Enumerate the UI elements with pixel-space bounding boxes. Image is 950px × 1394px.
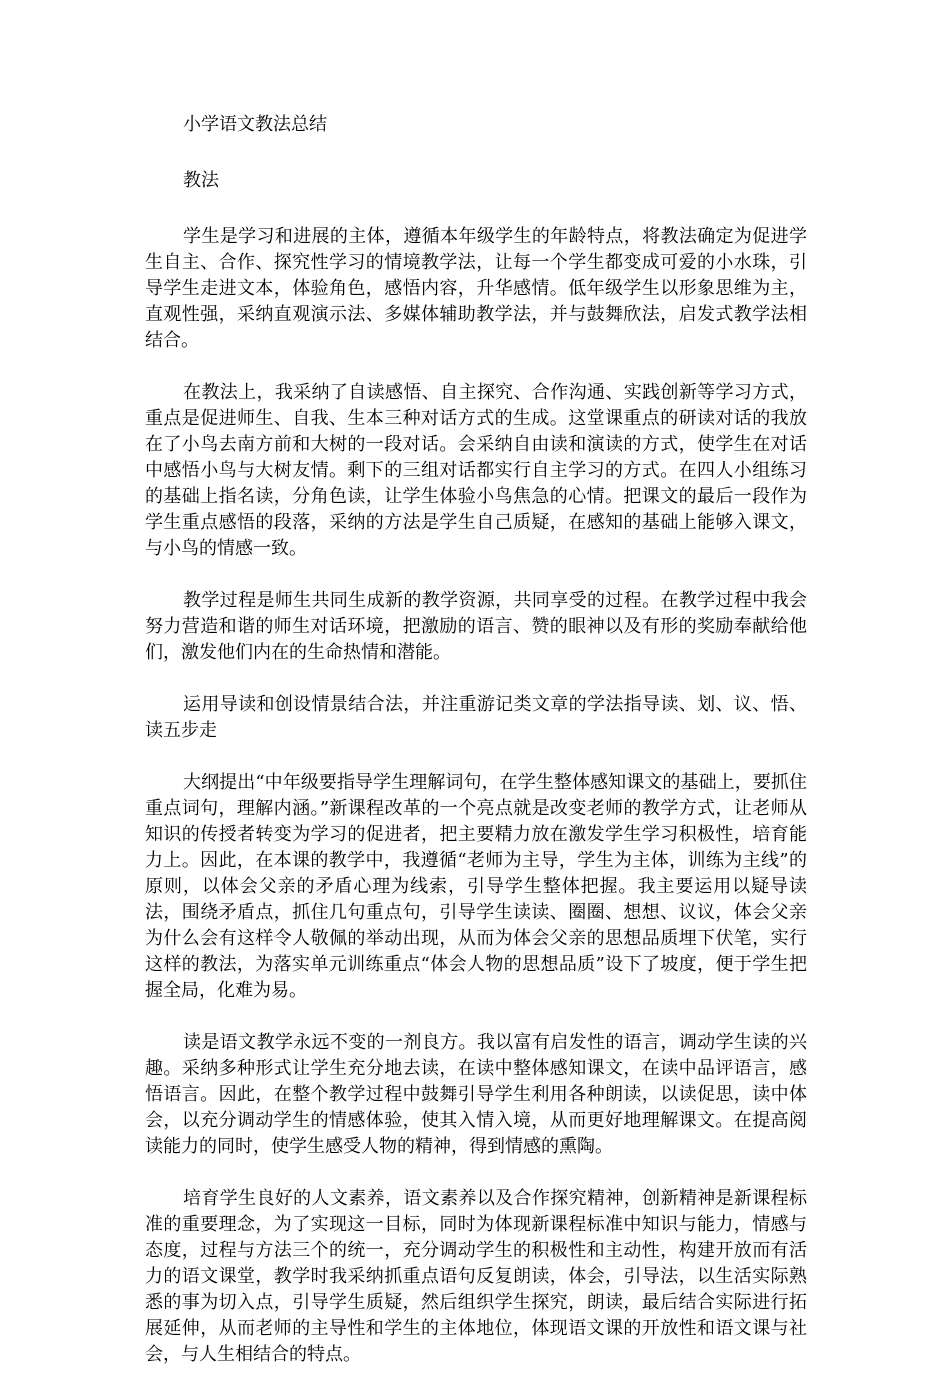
paragraph-6: 读是语文教学永远不变的一剂良方。我以富有启发性的语言，调动学生读的兴趣。采纳多种形式让学生充分地去读，在读中整体感知课文，在读中品评语言，感悟语言。因此，在整个教学过程中鼓舞引导学生利用各种朗读，以读促思，读中体会，以充分调动学生的情感体验，使其入情入境，从而更好地理解课文。在提高阅读能力的同时，使学生感受人物的精神，得到情感的熏陶。 bbox=[145, 1032, 807, 1157]
paragraph-4: 运用导读和创设情景结合法，并注重游记类文章的学法指导读、划、议、悟、读五步走 bbox=[145, 694, 807, 741]
paragraph-3: 教学过程是师生共同生成新的教学资源，共同享受的过程。在教学过程中我会努力营造和谐的师生对话环境，把激励的语言、赞的眼神以及有形的奖励奉献给他们，激发他们内在的生命热情和潜能。 bbox=[145, 590, 807, 663]
document-title: 小学语文教法总结 bbox=[183, 114, 327, 135]
section-heading: 教法 bbox=[183, 170, 219, 191]
paragraph-7: 培育学生良好的人文素养，语文素养以及合作探究精神，创新精神是新课程标准的重要理念，为了实现这一目标，同时为体现新课程标准中知识与能力，情感与态度，过程与方法三个的统一，充分调动学生的积极性和主动性，构建开放而有活力的语文课堂，教学时我采纳抓重点语句反复朗读，体会，引导法，以生活实际熟悉的事为切入点，引导学生质疑，然后组织学生探究，朗读，最后结合实际进行拓展延伸，从而老师的主导性和学生的主体地位，体现语文课的开放性和语文课与社会，与人生相结合的特点。 bbox=[145, 1188, 807, 1365]
paragraph-2: 在教法上，我采纳了自读感悟、自主探究、合作沟通、实践创新等学习方式，重点是促进师生、自我、生本三种对话方式的生成。这堂课重点的研读对话的我放在了小鸟去南方前和大树的一段对话。会采纳自由读和演读的方式，使学生在对话中感悟小鸟与大树友情。剩下的三组对话都实行自主学习的方式。在四人小组练习的基础上指名读，分角色读，让学生体验小鸟焦急的心情。把课文的最后一段作为学生重点感悟的段落，采纳的方法是学生自己质疑，在感知的基础上能够入课文，与小鸟的情感一致。 bbox=[145, 382, 807, 559]
paragraph-1: 学生是学习和进展的主体，遵循本年级学生的年龄特点，将教法确定为促进学生自主、合作、探究性学习的情境教学法，让每一个学生都变成可爱的小水珠，引导学生走进文本，体验角色，感悟内容，升华感情。低年级学生以形象思维为主，直观性强，采纳直观演示法、多媒体辅助教学法，并与鼓舞欣法，启发式教学法相结合。 bbox=[145, 226, 807, 351]
paragraph-5: 大纲提出“中年级要指导学生理解词句，在学生整体感知课文的基础上，要抓住重点词句，理解内涵。”新课程改革的一个亮点就是改变老师的教学方式，让老师从知识的传授者转变为学习的促进者，把主要精力放在激发学生学习积极性，培育能力上。因此，在本课的教学中，我遵循“老师为主导，学生为主体，训练为主线”的原则，以体会父亲的矛盾心理为线索，引导学生整体把握。我主要运用以疑导读法，围绕矛盾点，抓住几句重点句，引导学生读读、圈圈、想想、议议，体会父亲为什么会有这样令人敬佩的举动出现，从而为体会父亲的思想品质埋下伏笔，实行这样的教法，为落实单元训练重点“体会人物的思想品质”设下了坡度，便于学生把握全局，化难为易。 bbox=[145, 772, 807, 1001]
document-page bbox=[145, 112, 807, 1394]
